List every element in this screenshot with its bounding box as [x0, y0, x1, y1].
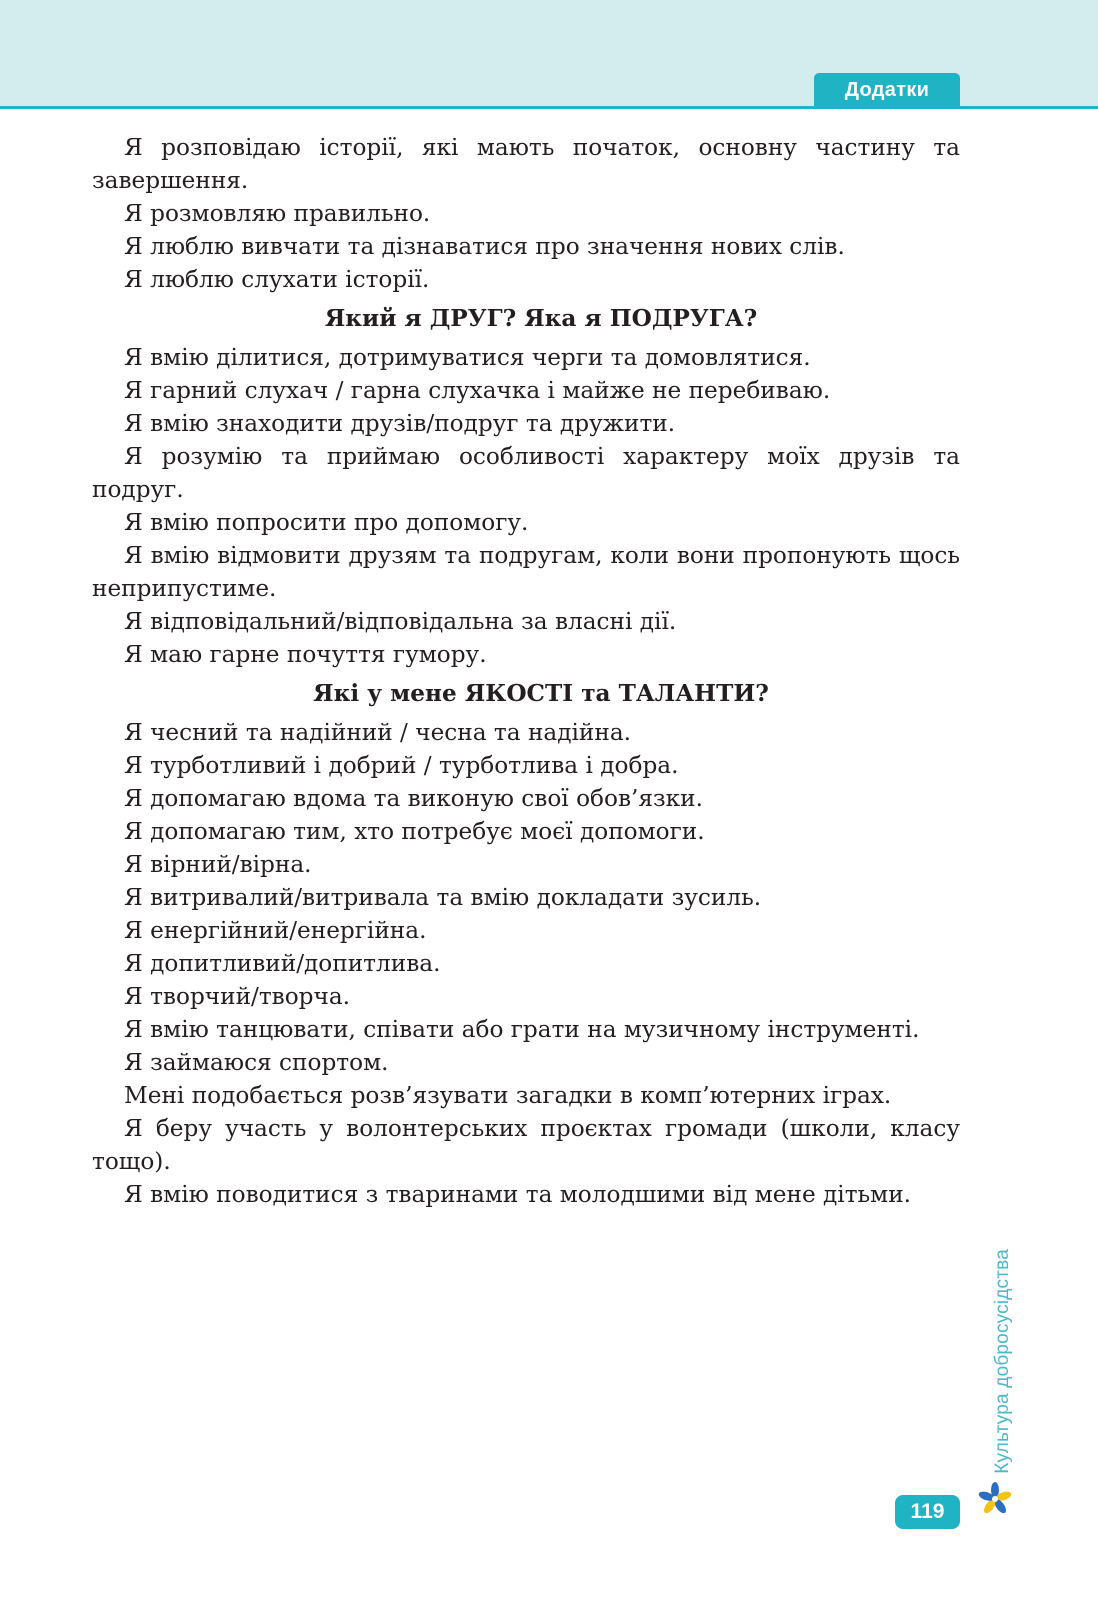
statement-paragraph: Я гарний слухач / гарна слухачка і майже не перебиваю.	[124, 377, 831, 404]
statement-paragraph: Я витривалий/витривала та вмію докладати зусиль.	[124, 884, 762, 911]
statement-paragraph: Мені подобається розв’язувати загадки в комп’ютерних іграх.	[124, 1082, 892, 1109]
side-label-text: Культура добросусідства	[992, 1248, 1013, 1474]
statement-paragraph: Я допомагаю вдома та виконую свої обов’язки.	[124, 785, 703, 812]
statement-paragraph: Я вмію ділитися, дотримуватися черги та домовлятися.	[124, 344, 811, 371]
statement-paragraph: Я вмію танцювати, співати або грати на музичному інструменті.	[124, 1016, 920, 1043]
statement-paragraph: Я беру участь у волонтерських проєктах громади (школи, класу тощо).	[92, 1115, 960, 1175]
statement-paragraph: Я вмію знаходити друзів/подруг та дружити.	[124, 410, 676, 437]
page-number: 119	[895, 1495, 960, 1529]
statement-paragraph: Я допомагаю тим, хто потребує моєї допомоги.	[124, 818, 705, 845]
statement-paragraph: Я енергійний/енергійна.	[124, 917, 427, 944]
statement-paragraph: Я займаюся спортом.	[124, 1049, 389, 1076]
section-heading: Які у мене ЯКОСТІ та ТАЛАНТИ?	[313, 680, 769, 707]
statement-paragraph: Я люблю слухати історії.	[124, 266, 430, 293]
statement-paragraph: Я вмію попросити про допомогу.	[124, 509, 529, 536]
statement-paragraph: Я творчий/творча.	[124, 983, 351, 1010]
statement-paragraph: Я вмію поводитися з тваринами та молодшими від мене дітьми.	[124, 1181, 912, 1208]
statement-paragraph: Я відповідальний/відповідальна за власні дії.	[124, 608, 677, 635]
statement-paragraph: Я допитливий/допитлива.	[124, 950, 441, 977]
section-heading: Який я ДРУГ? Яка я ПОДРУГА?	[324, 305, 758, 332]
section-tab: Додатки	[814, 73, 960, 108]
statement-paragraph: Я розумію та приймаю особливості характеру моїх друзів та подруг.	[92, 443, 960, 503]
statement-paragraph: Я люблю вивчати та дізнаватися про значення нових слів.	[124, 233, 845, 260]
flower-icon	[978, 1482, 1012, 1516]
statement-paragraph: Я вмію відмовити друзям та подругам, коли вони пропонують щось неприпустиме.	[92, 542, 960, 602]
statement-paragraph: Я вірний/вірна.	[124, 851, 312, 878]
side-label	[988, 1245, 1018, 1477]
statement-paragraph: Я турботливий і добрий / турботлива і добра.	[124, 752, 679, 779]
page-body	[92, 131, 960, 1211]
statement-paragraph: Я чесний та надійний / чесна та надійна.	[124, 719, 632, 746]
statement-paragraph: Я розмовляю правильно.	[124, 200, 431, 227]
statement-paragraph: Я маю гарне почуття гумору.	[124, 641, 487, 668]
statement-paragraph: Я розповідаю історії, які мають початок, основну частину та завершення.	[92, 134, 960, 194]
